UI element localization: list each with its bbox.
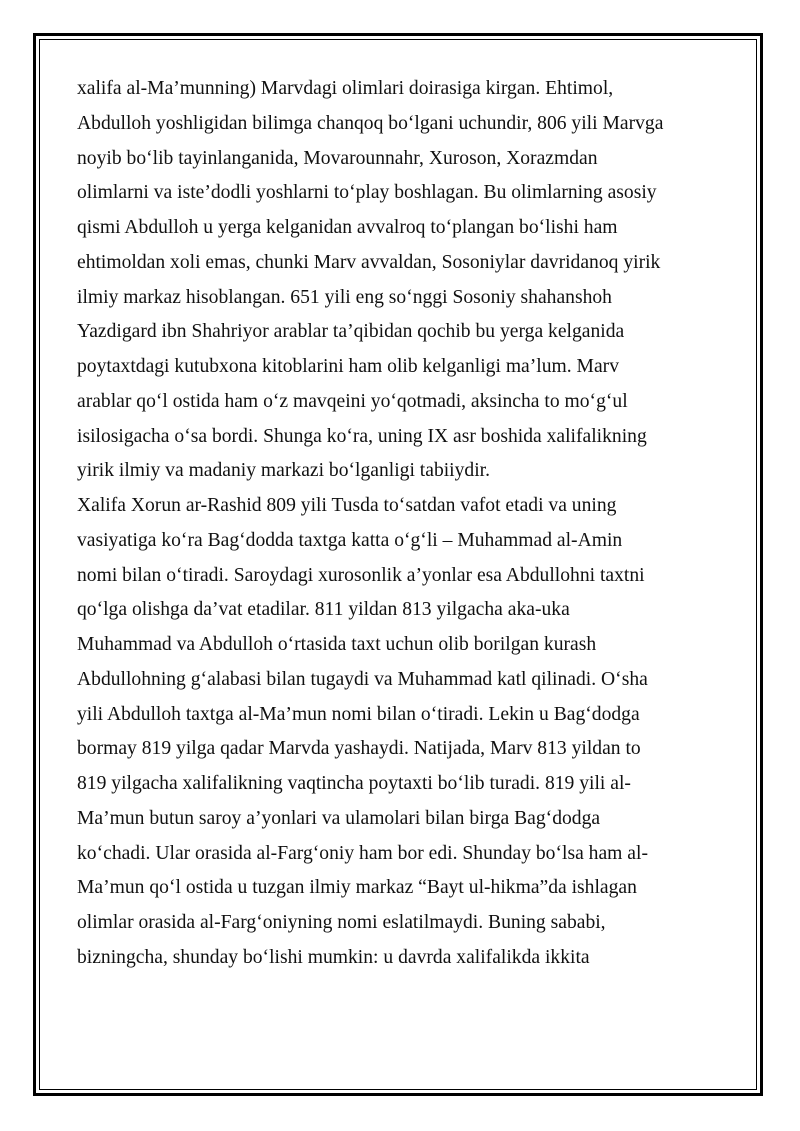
body-text [77, 72, 737, 976]
text-line: Abdulloh yoshligidan bilimga chanqoq bo‘lgani uchundir, 806 yili Marvga [77, 112, 664, 134]
text-line: olimlarni va iste’dodli yoshlarni to‘play boshlagan. Bu olimlarning asosiy [77, 182, 657, 204]
text-line: noyib bo‘lib tayinlanganida, Movarounnahr, Xuroson, Xorazmdan [77, 147, 598, 169]
text-line: Ma’mun qo‘l ostida u tuzgan ilmiy markaz “Bayt ul-hikma”da ishlagan [77, 877, 637, 899]
text-line: 819 yilgacha xalifalikning vaqtincha poytaxti bo‘lib turadi. 819 yili al- [77, 773, 631, 794]
text-line: Xalifa Xorun ar-Rashid 809 yili Tusda to‘satdan vafot etadi va uning [77, 495, 617, 516]
text-line: ehtimoldan xoli emas, chunki Marv avvaldan, Sosoniylar davridanoq yirik [77, 251, 661, 273]
text-line: Muhammad va Abdulloh o‘rtasida taxt uchun olib borilgan kurash [77, 634, 597, 655]
text-line: poytaxtdagi kutubxona kitoblarini ham olib kelganligi ma’lum. Marv [77, 356, 619, 377]
text-line: Yazdigard ibn Shahriyor arablar ta’qibidan qochib bu yerga kelganida [77, 321, 625, 343]
text-line: olimlar orasida al-Farg‘oniyning nomi eslatilmaydi. Buning sababi, [77, 912, 606, 933]
text-line: qismi Abdulloh u yerga kelganidan avvalroq to‘plangan bo‘lishi ham [77, 217, 618, 238]
text-line: isilosigacha o‘sa bordi. Shunga ko‘ra, uning IX asr boshida xalifalikning [77, 425, 647, 447]
text-line: ko‘chadi. Ular orasida al-Farg‘oniy ham bor edi. Shunday bo‘lsa ham al- [77, 842, 648, 864]
text-line: yirik ilmiy va madaniy markazi bo‘lganligi tabiiydir. [77, 460, 491, 482]
text-line: vasiyatiga ko‘ra Bag‘dodda taxtga katta o‘g‘li – Muhammad al-Amin [77, 529, 623, 551]
text-line: Ma’mun butun saroy a’yonlari va ulamolari bilan birga Bag‘dodga [77, 807, 601, 829]
text-line: arablar qo‘l ostida ham o‘z mavqeini yo‘qotmadi, aksincha to mo‘g‘ul [77, 390, 628, 412]
text-line: xalifa al-Ma’munning) Marvdagi olimlari doirasiga kirgan. Ehtimol, [77, 78, 614, 99]
text-line: bizningcha, shunday bo‘lishi mumkin: u davrda xalifalikda ikkita [77, 946, 590, 968]
text-line: nomi bilan o‘tiradi. Saroydagi xurosonlik a’yonlar esa Abdullohni taxtni [77, 564, 645, 586]
text-line: ilmiy markaz hisoblangan. 651 yili eng so‘nggi Sosoniy shahanshoh [77, 286, 612, 308]
text-line: yili Abdulloh taxtga al-Ma’mun nomi bilan o‘tiradi. Lekin u Bag‘dodga [77, 703, 640, 725]
text-line: qo‘lga olishga da’vat etadilar. 811 yildan 813 yilgacha aka-uka [77, 599, 570, 621]
text-line: Abdullohning g‘alabasi bilan tugaydi va Muhammad katl qilinadi. O‘sha [77, 668, 648, 690]
text-line: bormay 819 yilga qadar Marvda yashaydi. Natijada, Marv 813 yildan to [77, 738, 641, 760]
